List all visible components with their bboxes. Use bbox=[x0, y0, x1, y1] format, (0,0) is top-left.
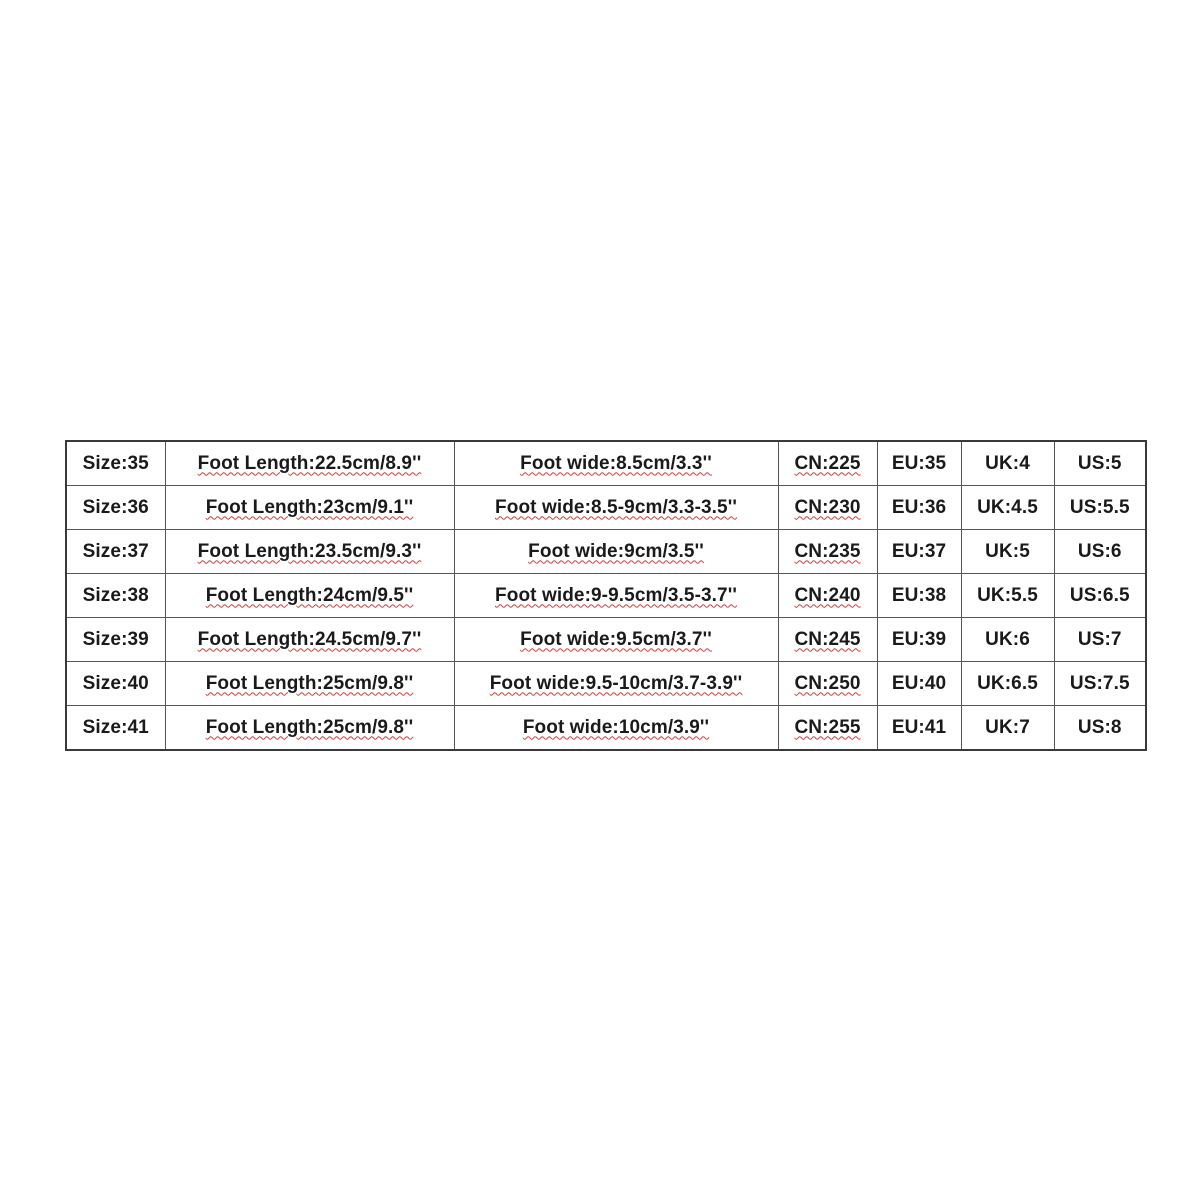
foot-wide-cell bbox=[454, 618, 778, 662]
size-cell: Size:41 bbox=[66, 706, 165, 751]
us-cell: US:6 bbox=[1054, 530, 1146, 574]
us-cell: US:7.5 bbox=[1054, 662, 1146, 706]
uk-cell: UK:5.5 bbox=[961, 574, 1054, 618]
cn-cell bbox=[778, 706, 877, 751]
cn-text: CN:250 bbox=[794, 672, 861, 694]
foot-length-cell bbox=[165, 441, 454, 486]
foot-wide-cell bbox=[454, 486, 778, 530]
foot-wide-cell bbox=[454, 530, 778, 574]
foot-wide-text: Foot wide:9.5cm/3.7'' bbox=[520, 628, 712, 650]
eu-cell: EU:38 bbox=[877, 574, 961, 618]
us-cell: US:6.5 bbox=[1054, 574, 1146, 618]
us-cell: US:7 bbox=[1054, 618, 1146, 662]
size-cell: Size:39 bbox=[66, 618, 165, 662]
us-cell: US:5.5 bbox=[1054, 486, 1146, 530]
foot-length-text: Foot Length:22.5cm/8.9'' bbox=[197, 452, 422, 474]
foot-length-text: Foot Length:23.5cm/9.3'' bbox=[197, 540, 422, 562]
eu-cell: EU:37 bbox=[877, 530, 961, 574]
table-row bbox=[66, 618, 1146, 662]
table-row bbox=[66, 486, 1146, 530]
cn-text: CN:230 bbox=[794, 496, 861, 518]
foot-wide-cell bbox=[454, 662, 778, 706]
size-cell: Size:35 bbox=[66, 441, 165, 486]
cn-cell bbox=[778, 574, 877, 618]
foot-length-cell bbox=[165, 662, 454, 706]
cn-cell bbox=[778, 618, 877, 662]
eu-cell: EU:41 bbox=[877, 706, 961, 751]
foot-wide-cell bbox=[454, 441, 778, 486]
foot-length-cell bbox=[165, 618, 454, 662]
foot-wide-text: Foot wide:10cm/3.9'' bbox=[522, 716, 710, 738]
us-cell: US:8 bbox=[1054, 706, 1146, 751]
foot-wide-cell bbox=[454, 574, 778, 618]
uk-cell: UK:4 bbox=[961, 441, 1054, 486]
foot-length-text: Foot Length:23cm/9.1'' bbox=[205, 496, 414, 518]
foot-wide-text: Foot wide:8.5-9cm/3.3-3.5'' bbox=[495, 496, 737, 518]
foot-wide-text: Foot wide:9cm/3.5'' bbox=[528, 540, 704, 562]
eu-cell: EU:40 bbox=[877, 662, 961, 706]
foot-wide-text: Foot wide:9.5-10cm/3.7-3.9'' bbox=[489, 672, 743, 694]
cn-cell bbox=[778, 530, 877, 574]
table-row bbox=[66, 441, 1146, 486]
cn-text: CN:240 bbox=[794, 584, 861, 606]
uk-cell: UK:6 bbox=[961, 618, 1054, 662]
us-cell: US:5 bbox=[1054, 441, 1146, 486]
table-row bbox=[66, 706, 1146, 751]
foot-length-text: Foot Length:25cm/9.8'' bbox=[205, 716, 414, 738]
foot-wide-text: Foot wide:8.5cm/3.3'' bbox=[520, 452, 712, 474]
eu-cell: EU:36 bbox=[877, 486, 961, 530]
size-cell: Size:38 bbox=[66, 574, 165, 618]
uk-cell: UK:4.5 bbox=[961, 486, 1054, 530]
foot-length-cell bbox=[165, 530, 454, 574]
foot-length-text: Foot Length:25cm/9.8'' bbox=[205, 672, 414, 694]
table-row bbox=[66, 662, 1146, 706]
eu-cell: EU:35 bbox=[877, 441, 961, 486]
foot-length-cell bbox=[165, 574, 454, 618]
foot-length-cell bbox=[165, 706, 454, 751]
uk-cell: UK:7 bbox=[961, 706, 1054, 751]
cn-text: CN:245 bbox=[794, 628, 861, 650]
size-cell: Size:37 bbox=[66, 530, 165, 574]
cn-text: CN:235 bbox=[794, 540, 861, 562]
cn-cell bbox=[778, 441, 877, 486]
foot-length-cell bbox=[165, 486, 454, 530]
cn-text: CN:225 bbox=[794, 452, 861, 474]
foot-length-text: Foot Length:24cm/9.5'' bbox=[205, 584, 414, 606]
uk-cell: UK:5 bbox=[961, 530, 1054, 574]
cn-cell bbox=[778, 486, 877, 530]
uk-cell: UK:6.5 bbox=[961, 662, 1054, 706]
cn-text: CN:255 bbox=[794, 716, 861, 738]
foot-length-text: Foot Length:24.5cm/9.7'' bbox=[197, 628, 422, 650]
eu-cell: EU:39 bbox=[877, 618, 961, 662]
table-row bbox=[66, 574, 1146, 618]
cn-cell bbox=[778, 662, 877, 706]
size-chart-table bbox=[65, 440, 1147, 751]
table-row bbox=[66, 530, 1146, 574]
size-cell: Size:36 bbox=[66, 486, 165, 530]
foot-wide-text: Foot wide:9-9.5cm/3.5-3.7'' bbox=[495, 584, 737, 606]
foot-wide-cell bbox=[454, 706, 778, 751]
size-cell: Size:40 bbox=[66, 662, 165, 706]
